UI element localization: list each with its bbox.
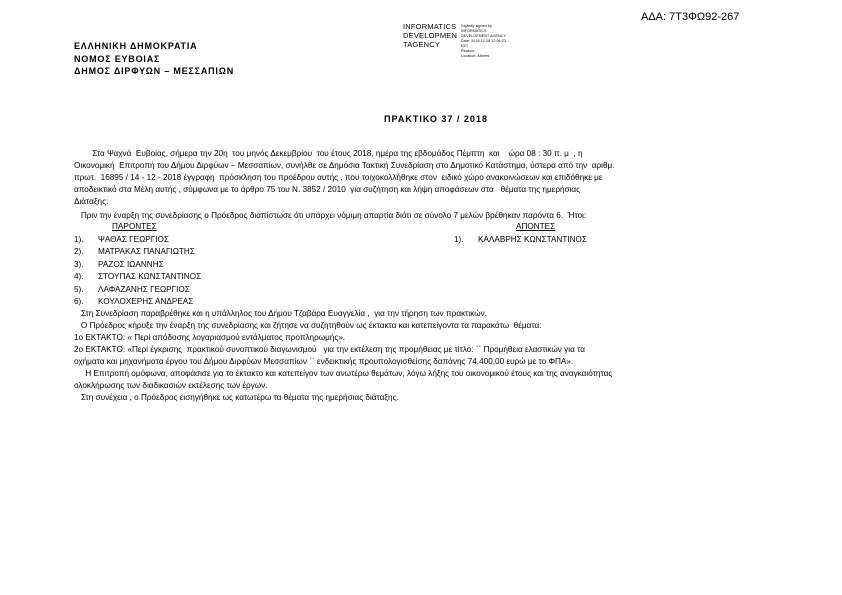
signature-agency-line: DEVELOPMEN [403, 31, 458, 40]
intro-line: αποδεικτικό στα Μέλη αυτής , σύμφωνα με το άρθρο 75 του Ν. 3852 / 2010 για συζήτηση και λήψη αποφάσεων στα θέματα της ημερήσιας [74, 185, 581, 194]
member-name: ΚΑΛΑΒΡΗΣ ΚΩΝΣΤΑΝΤΙΝΟΣ [478, 235, 587, 244]
member-name: ΨΑΘΑΣ ΓΕΩΡΓΙΟΣ [98, 235, 169, 244]
item-number: 1). [74, 235, 84, 244]
proceedings-text [74, 308, 612, 404]
quorum-line: Πριν την έναρξη της συνεδρίασης ο Πρόεδρος διαπίστωσε ότι υπάρχει νόμιμη απαρτία διότι σε σύνολο 7 μελών βρέθηκαν παρόντα 6. Ήτοι: [74, 211, 587, 220]
list-item [74, 234, 201, 246]
list-item [74, 296, 201, 308]
digital-signature-stamp [403, 22, 523, 56]
present-heading: ΠΑΡΟΝΤΕΣ [112, 222, 157, 231]
signature-agency-line: INFORMATICS [403, 22, 457, 31]
proceedings-line: 1ο ΕΚΤΑΚΤΟ: « Περί απόδοσης λογαριασμού εντάλματος προπληρωμής». [74, 333, 346, 342]
item-number: 4). [74, 272, 84, 282]
member-name: ΡΑΖΟΣ ΙΩΑΝΝΗΣ [98, 259, 164, 269]
item-number: 5). [74, 284, 84, 294]
intro-line: Διάταξης: [74, 197, 109, 206]
member-name: ΜΑΤΡΑΚΑΣ ΠΑΝΑΓΙΩΤΗΣ [98, 247, 195, 257]
header-republic: ΕΛΛΗΝΙΚΗ ΔΗΜΟΚΡΑΤΙΑ [74, 41, 198, 51]
intro-line: πρωτ. 16895 / 14 - 12 - 2018 έγγραφη πρόσκληση του προέδρου αυτής , που τοιχοκολλήθηκε στον ειδικό χώρο ανακοινώσεων και επιδόθηκε με [74, 173, 603, 182]
list-item [74, 271, 201, 283]
signature-detail-line: Date: 2018.12.28 12:06:23 [461, 39, 507, 43]
document-title: ΠΡΑΚΤΙΚΟ 37 / 2018 [384, 114, 488, 124]
member-name: ΣΤΟΥΠΑΣ ΚΩΝΣΤΑΝΤΙΝΟΣ [98, 272, 202, 282]
intro-line: Στα Ψαχνά Ευβοίας, σήμερα την 20η του μηνός Δεκεμβρίου του έτους 2018, ημέρα της εβδομάδος Πέμπτη και ώρα 08 : 30 π. μ , η [74, 149, 583, 158]
present-list [74, 234, 201, 308]
intro-line: Οικονομική Επιτροπή του Δήμου Διρφύων – Μεσσαπίων, συνήλθε σε Δημόσια Τακτική Συνεδρίαση στο Δημοτικό Κατάστημα, ύστερα από την αριθμ. [74, 161, 615, 170]
list-item [74, 246, 201, 258]
proceedings-line: Στη Συνεδρίαση παραβρέθηκε και η υπάλληλος του Δήμου Τζαβάρα Ευαγγελία , για την τήρηση των πρακτικών. [74, 309, 487, 318]
signature-detail-line: INFORMATICS [461, 29, 487, 33]
quorum-paragraph [74, 210, 586, 222]
list-item [454, 234, 587, 246]
proceedings-line: οχήματα και μηχανήματα έργου του Δήμου Διρφύων Μεσσαπίων ΄΄ ενδεικτικής προυπολογισθείσης δαπάνης 74.400,00 ευρώ με το ΦΠΑ». [74, 357, 574, 366]
signature-detail-line: Location: Athens [461, 54, 490, 58]
item-number: 2). [74, 247, 84, 257]
proceedings-line: ολοκλήρωσης των διαδικασιών εκτέλεσης των έργων. [74, 381, 268, 390]
proceedings-line: 2ο ΕΚΤΑΚΤΟ: «Περί έγκρισης πρακτικού συνοπτικού διαγωνισμού για την εκτέλεση της προμήθειας με τίτλο: ΄΄ Προμήθεια ελαστικών για τα [74, 345, 585, 354]
signature-detail-line: EET [461, 44, 469, 48]
item-number: 6). [74, 297, 84, 307]
signature-agency-name [403, 22, 457, 49]
proceedings-line: Στη συνέχεια , ο Πρόεδρος εισηγήθηκε ως κατωτέρω τα θέματα της ημερήσιας διάταξης. [74, 393, 399, 402]
item-number: 3). [74, 259, 84, 269]
list-item [74, 259, 201, 271]
list-item [74, 284, 201, 296]
item-number: 1). [454, 235, 464, 244]
signature-detail-line: DEVELOPMENT AGENCY [461, 34, 506, 38]
member-name: ΛΑΦΑΖΑΝΗΣ ΓΕΩΡΓΙΟΣ [98, 284, 190, 294]
ada-code: ΑΔΑ: 7Τ3ΦΩ92-267 [641, 11, 740, 23]
intro-paragraph [74, 148, 615, 208]
absent-heading: ΑΠΟΝΤΕΣ [516, 222, 556, 231]
header-municipality: ΔΗΜΟΣ ΔΙΡΦΥΩΝ – ΜΕΣΣΑΠΙΩΝ [74, 66, 235, 76]
member-name: ΚΟΥΛΟΧΕΡΗΣ ΑΝΔΡΕΑΣ [98, 297, 194, 307]
proceedings-line: Η Επιτροπή ομόφωνα, αποφάσισε για το έκτακτο και κατεπείγον των ανωτέρω θεμάτων, λόγω λήξης του οικονομικού έτους και της αναγκαιότητας [74, 369, 613, 378]
signature-detail-line: Digitally signed by [461, 24, 492, 28]
signature-agency-line: TAGENCY [403, 40, 441, 49]
absent-list [454, 234, 587, 246]
signature-details [461, 24, 506, 59]
signature-detail-line: Reason: [461, 49, 476, 53]
document-header [74, 40, 234, 78]
proceedings-line: Ο Πρόεδρος κήρυξε την έναρξη της συνεδρίασης και ζήτησε να συζητηθούν ως έκτακτα και κατεπείγοντα τα παρακάτω θέματα: [74, 321, 542, 330]
header-prefecture: ΝΟΜΟΣ ΕΥΒΟΙΑΣ [74, 53, 161, 64]
